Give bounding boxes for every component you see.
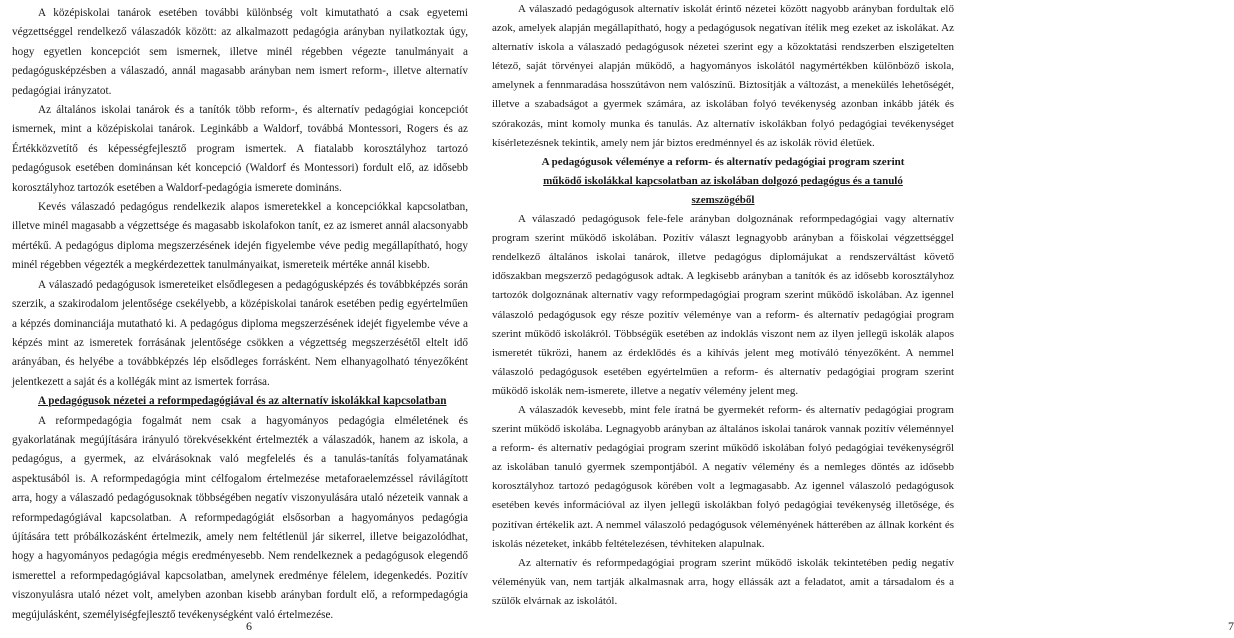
page-number: 7 <box>1228 618 1234 633</box>
paragraph: A válaszadó pedagógusok ismereteiket elsődlegesen a pedagógusképzés és továbbképzés során szerzik, a szakirodalom jelentősége csekélyebb, a középiskolai tanárok esetében pedig egyértelműen a képzés dominanciája mutatható ki. A pedagógus diploma megszerzésének idejét figyelembe véve a képzés mint az ismeretek forrásának jelentősége csökken a végzettség megszerzésétől eltelt idő arányában, és helyébe a továbbképzés lép elsődleges forrásként. Nem elhanyagolható tényezőként jelentkezett a saját és a kollégák mint az ismertek forrása. <box>12 278 468 388</box>
section-heading <box>492 153 954 210</box>
paragraph: A válaszadó pedagógusok fele-fele arányban dolgoznának reformpedagógiai vagy alternatív program szerint működő iskolában. Pozitív választ legnagyobb arányban a főiskolai végzettséggel rendelkező általános iskolai tanárok, illetve pedagógus diplomájukat a rendszerváltást követő időszakban megszerző pedagógusok adtak. A legkisebb arányban a tanítók és az idősebb korosztályhoz tartozók dolgoznának alternatív vagy reformpedagógiai program szerint működő iskolában. Az igennel válaszoló pedagógusok egy része pozitív véleménye van a reform- és alternatív pedagógiai program szerint működő iskolákról. Többségük esetében az indoklás viszont nem az ilyen jellegű iskolák alapos ismeretét tükrözi, hanem az érdeklődés és a kihívás jelent meg motíváló tényezőként. A nemmel válaszoló pedagógusok esetében egyértelműen a reform- és alternatív pedagógiai program szerint működő iskolák nem-ismerete, illetve a negatív vélemény jelent meg. <box>492 213 954 397</box>
left-page <box>0 0 480 638</box>
paragraph: A válaszadó pedagógusok alternatív iskolát érintő nézetei között nagyobb arányban fordultak elő azok, amelyek alapján megállapítható, hogy a pedagógusok negatívan ítélik meg ezeket az iskolákat. Az alternatív iskola a válaszadó pedagógusok nézetei szerint egy a közoktatási rendszerben elszigetelten létező, saját törvényei alapján működő, a hagyományos iskolától nagymértékben különböző iskola, amelynek a fennmaradása hosszútávon nem valószínű. Biztosítják a változást, a menekülés lehetőségét, illetve a szabadságot a gyermek számára, az iskolában folyó tevékenység azonban inkább játék és szórakozás, mint komoly munka és tanulás. Az alternatív iskolákban folyó pedagógiai tevékenységet kísérletezésnek tekintik, amely nem jár biztos eredménnyel és az iskolák rövid életűek. <box>492 3 954 149</box>
paragraph: Kevés válaszadó pedagógus rendelkezik alapos ismeretekkel a koncepciókkal kapcsolatban, illetve minél magasabb a végzettsége és magasabb iskolafokon tanít, ez az ismeret annál alacsonyabb mértékű. A pedagógus diploma megszerzésének idején figyelembe véve pedig megállapítható, hogy minél régebben végezték a megkérdezettek tanulmányaikat, ismereteik mértéke annál kisebb. <box>12 201 468 272</box>
paragraph: A válaszadók kevesebb, mint fele íratná be gyermekét reform- és alternatív pedagógiai program szerint működő iskolába. Legnagyobb arányban az általános iskolai tanárok vannak pozitív véleménnyel a reform- és alternatív pedagógiai program szerint működő iskolában folyó pedagógiai tevékenységről az iskolában tanuló gyermek szempontjából. A negatív vélemény és a nemleges döntés az idősebb korosztályhoz tartozó pedagógusok körében volt a legmagasabb. Az igennel válaszoló pedagógusok esetében kevés információval az ilyen jellegű iskolákban folyó pedagógiai tevékenység illetősége, és pozitívan értékelik azt. A nemmel válaszoló pedagógusok véleményének hátterében az állnak korként és iskolás nézeteket, inkább feltételezésen, tévhiteken alapulnak. <box>492 403 954 550</box>
right-page <box>480 0 1234 638</box>
section-heading-line3: szemszögéből <box>691 193 755 206</box>
paragraph: Az általános iskolai tanárok és a tanítók több reform-, és alternatív pedagógiai koncepciót ismernek, mint a középiskolai tanárok. Leginkább a Waldorf, továbbá Montessori, Rogers és az Értékközvetítő és képességfejlesztő program ismertek. A fiatalabb korosztályhoz tartozó pedagógusok esetében dominánsan két koncepció (Waldorf és Montessori) fordult elő, az idősebb korosztályhoz tartozók esetében a Waldorf-pedagógia ismerete domináns. <box>12 104 468 194</box>
paragraph: A reformpedagógia fogalmát nem csak a hagyományos pedagógia elméletének és gyakorlatának megújítására irányuló törekvésekként értelmezték a válaszadók, hanem az iskola, a pedagógus, a gyermek, az elvárásoknak való megfelelés és a tanulás-tanítás folyamatának aspektusából is. A reformpedagógia mint célfogalom értelmezése metaforaelemzéssel rávilágított arra, hogy a válaszadó pedagógusoknak többségében negatív viszonyulására utaló nézeteik vannak a reformpedagógiával kapcsolatban. A reformpedagógiát elsősorban a hagyományos pedagógia újítására tett próbálkozásként értelmezik, amely nem feltétlenül jár sikerrel, illetve beigazolódhat, hogy a hagyományos pedagógia mégis eredményesebb. Nem rendelkeznek a pedagógusok elegendő ismerettel a reformpedagógiával kapcsolatban, amelynek eredménye félelem, idegenkedés. Pozitív viszonyulásra utaló nézet volt, amelyben azonban kisebb arányban fordult elő, a reformpedagógia megújulásként, személyiségfejlesztő tevékenységként való értelmezése. <box>12 414 468 621</box>
section-heading: A pedagógusok nézetei a reformpedagógiával és az alternatív iskolákkal kapcsolatban <box>38 395 447 408</box>
paragraph: A középiskolai tanárok esetében további különbség volt kimutatható a csak egyetemi végzettséggel rendelkező válaszadók között: az alkalmazott pedagógia arányban nyilatkoztak úgy, hogy egyetlen koncepciót sem ismernek, illetve minél régebben végezte tanulmányait a pedagógusképzésben a válaszadó, annál magasabb arányban nem ismert reform-, illetve alternatív pedagógiai irányzatot. <box>12 7 468 97</box>
section-heading-line1: A pedagógusok véleménye a reform- és alternatív pedagógiai program szerint <box>541 155 905 168</box>
paragraph: Az alternatív és reformpedagógiai program szerint működő iskolák tekintetében pedig negatív véleményük van, nem tartják alkalmasnak arra, hogy ellássák azt a feladatot, amit a társadalom és a szülők elvárnak az iskolától. <box>492 556 954 607</box>
page-number: 6 <box>246 618 252 633</box>
section-heading-line2: működő iskolákkal kapcsolatban az iskolában dolgozó pedagógus és a tanuló <box>543 174 903 187</box>
